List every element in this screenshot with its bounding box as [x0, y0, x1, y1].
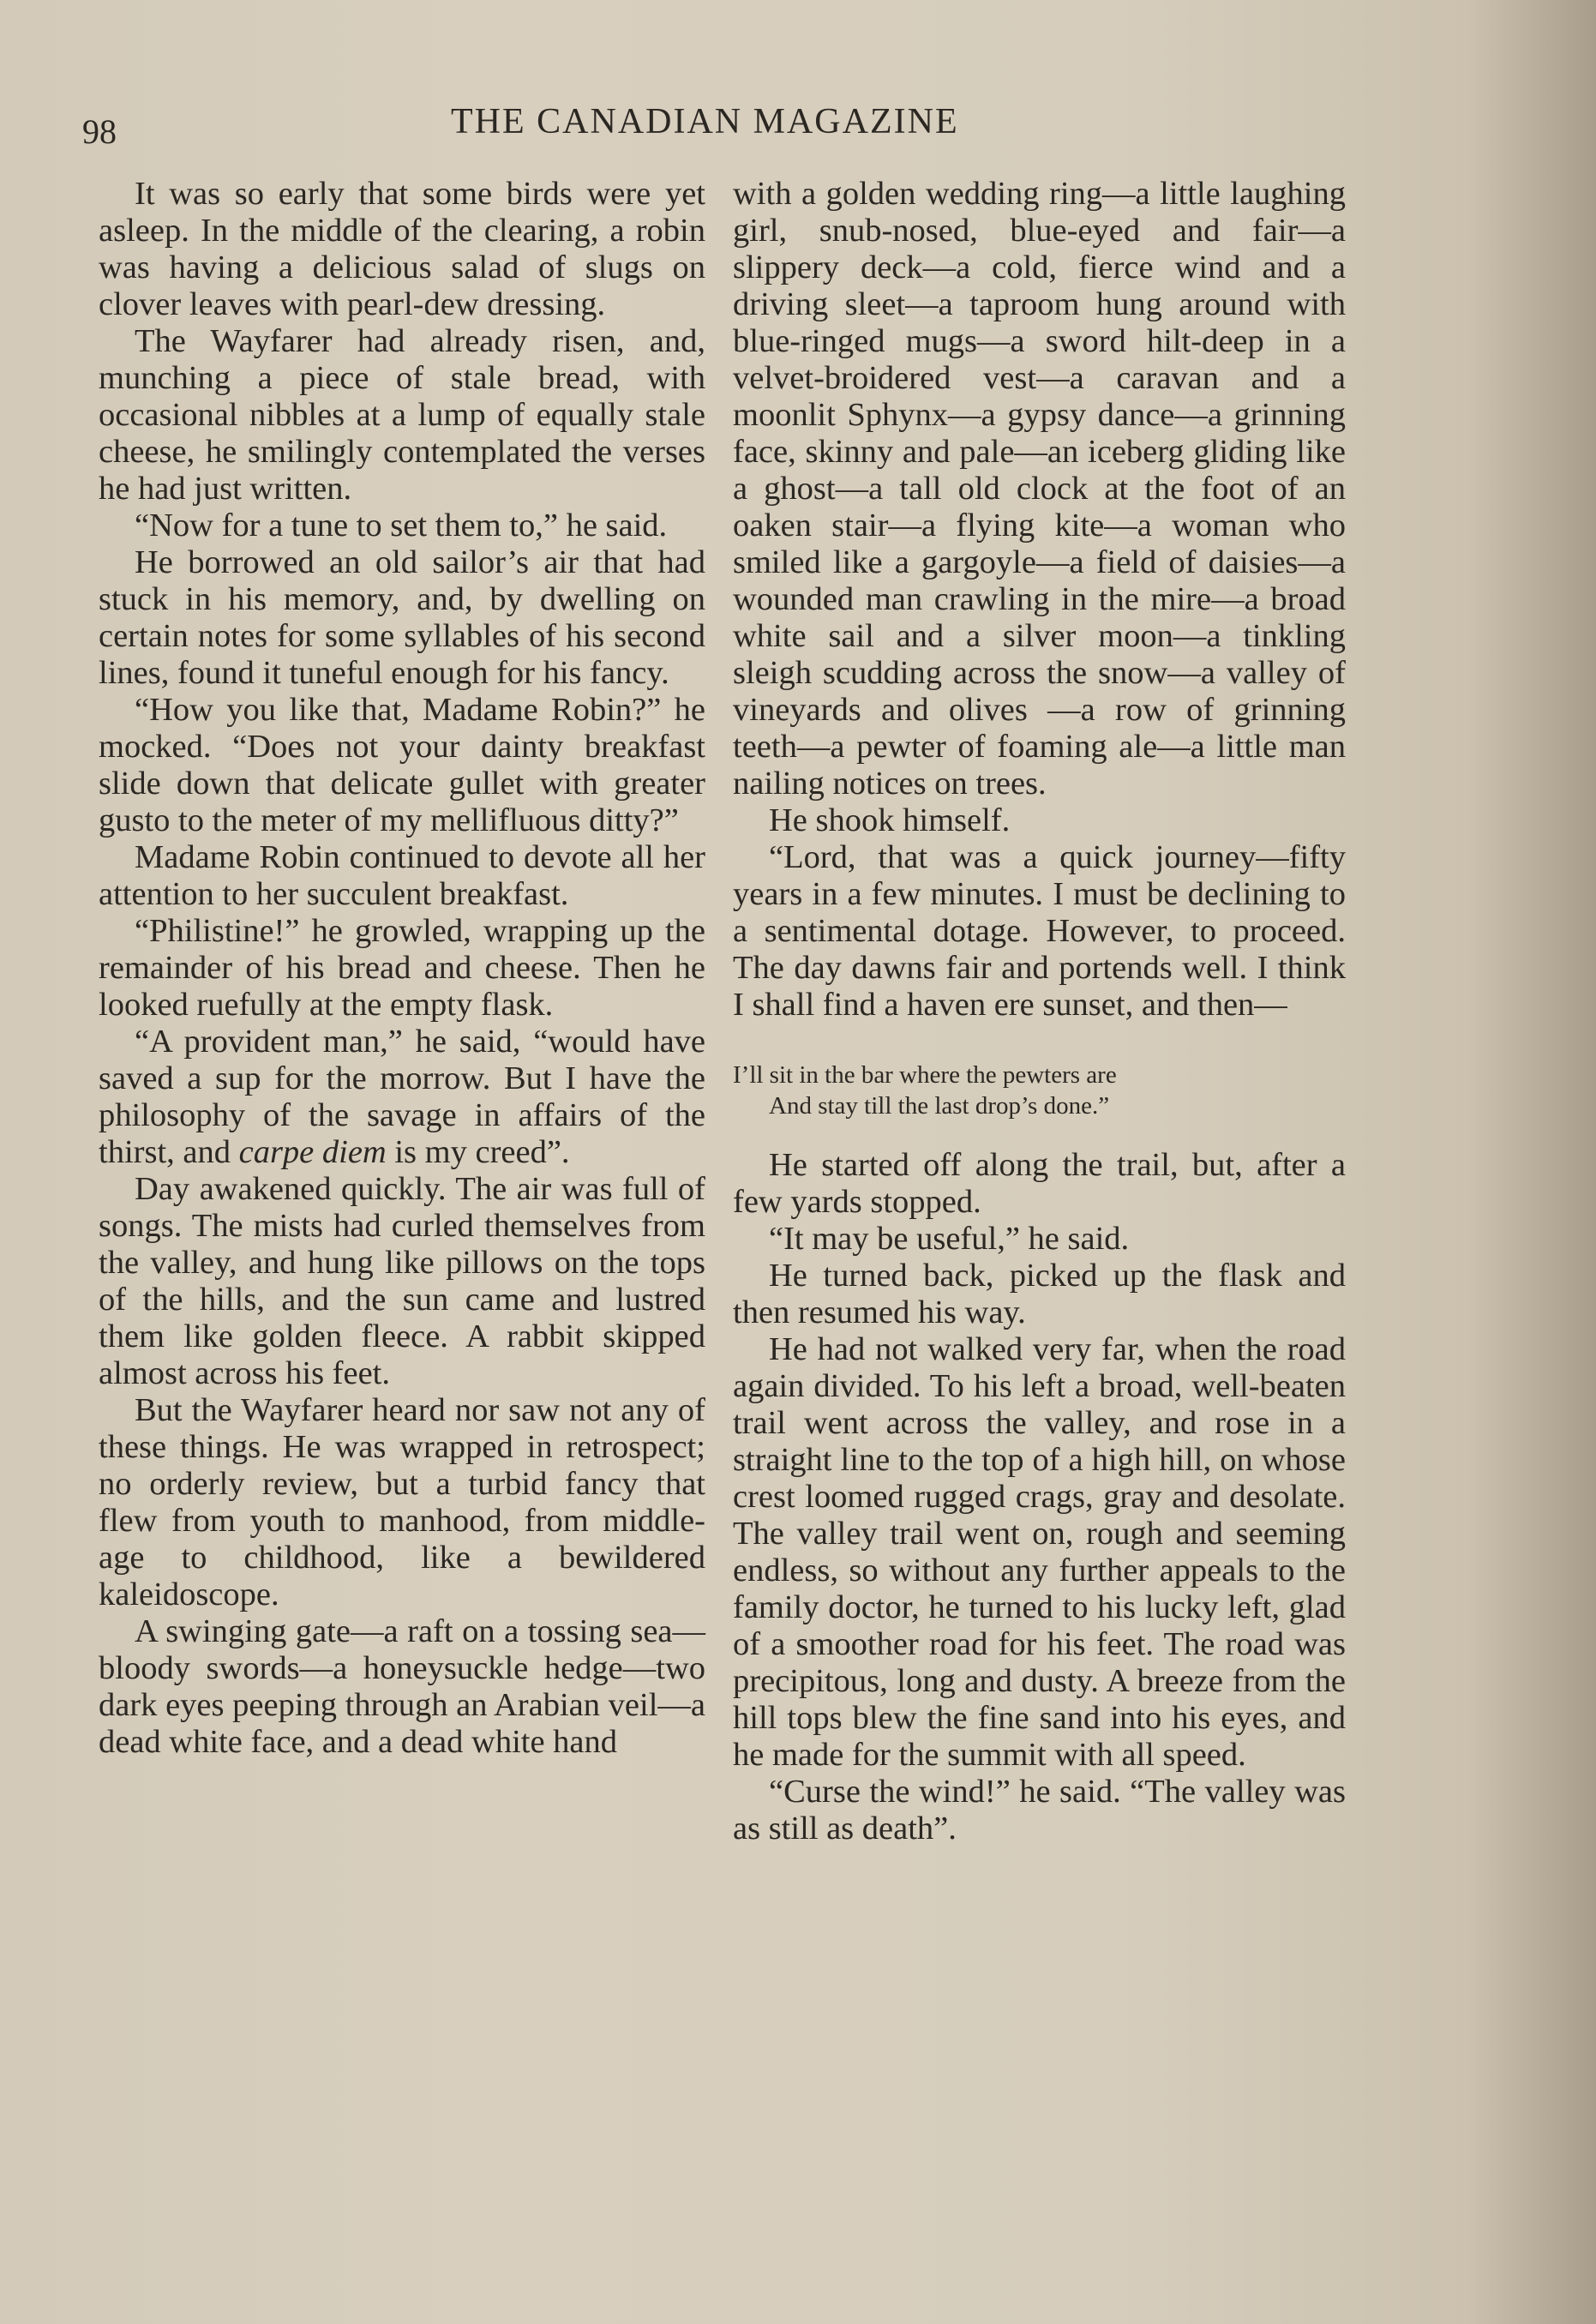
provident-text-after: is my creed”.: [386, 1134, 570, 1170]
page-number: 98: [82, 112, 117, 151]
paragraph: Madame Robin continued to devote all her attention to her succulent breakfast.: [99, 839, 705, 912]
paragraph: He had not walked very far, when the road again divided. To his left a broad, well-beaten trail went across the valley, and rose in a straight line to the top of a high hill, on whose crest loomed rugged crags, gray and desolate. The valley trail went on, rough and seeming endless, so without any further appeals to the family doctor, he turned to his lucky left, glad of a smoother road for his feet. The road was precipitous, long and dusty. A breeze from the hill tops blew the fine sand into his eyes, and he made for the summit with all speed.: [733, 1331, 1346, 1773]
right-column: [733, 176, 1346, 1847]
paragraph: He turned back, picked up the flask and then resumed his way.: [733, 1258, 1346, 1330]
running-title: THE CANADIAN MAGAZINE: [451, 102, 959, 141]
paragraph-continued: with a golden wedding ring—a little laughing girl, snub-nosed, blue-eyed and fair—a slippery deck—a cold, fierce wind and a driving sleet—a taproom hung around with blue-ringed mugs—a sword hilt-deep in a velvet-broidered vest—a caravan and a moonlit Sphynx—a gypsy dance—a grinning face, skinny and pale—an iceberg gliding like a ghost—a tall old clock at the foot of an oaken stair—a flying kite—a woman who smiled like a gargoyle—a field of daisies—a wounded man crawling in the mire—a broad white sail and a silver moon—a tinkling sleigh scudding across the snow—a valley of vineyards and olives —a row of grinning teeth—a pewter of foaming ale—a little man nailing notices on trees.: [733, 176, 1346, 802]
page-header: [82, 101, 1419, 153]
paragraph: He borrowed an old sailor’s air that had stuck in his memory, and, by dwelling on certain notes for some syllables of his second lines, found it tuneful enough for his fancy.: [99, 544, 705, 691]
provident-italic-phrase: carpe diem: [238, 1134, 387, 1170]
paragraph: “Now for a tune to set them to,” he said.: [135, 507, 668, 543]
paragraph: But the Wayfarer heard nor saw not any of these things. He was wrapped in retrospect; no orderly review, but a turbid fancy that flew from youth to manhood, from middle-age to childhood, like a bewildered kaleidoscope.: [99, 1392, 705, 1612]
verse-line: I’ll sit in the bar where the pewters are: [733, 1061, 1117, 1089]
paragraph: The Wayfarer had already risen, and, munching a piece of stale bread, with occasional nibbles at a lump of equally stale cheese, he smilingly contemplated the verses he had just written.: [99, 323, 705, 507]
paragraph: He started off along the trail, but, after a few yards stopped.: [733, 1147, 1346, 1220]
provident-text-before: “A provident man,” he said, “would have saved a sup for the morrow. But I have the philosophy of the savage in affairs of the thirst, and: [99, 1024, 705, 1170]
paragraph: He shook himself.: [769, 802, 1011, 838]
paragraph: “It may be useful,” he said.: [769, 1221, 1130, 1257]
verse-line: And stay till the last drop’s done.”: [769, 1092, 1110, 1120]
paragraph: A swinging gate—a raft on a tossing sea—bloody swords—a honeysuckle hedge—two dark eyes peeping through an Arabian veil—a dead white face, and a dead white hand: [99, 1613, 705, 1760]
paragraph: “How you like that, Madame Robin?” he mocked. “Does not your dainty breakfast slide down that delicate gullet with greater gusto to the meter of my mellifluous ditty?”: [99, 692, 705, 838]
paragraph: “Curse the wind!” he said. “The valley was as still as death”.: [733, 1774, 1346, 1847]
paragraph: “Lord, that was a quick journey—fifty years in a few minutes. I must be declining to a sentimental dotage. However, to proceed. The day dawns fair and portends well. I think I shall find a haven ere sunset, and then—: [733, 839, 1346, 1023]
paragraph: It was so early that some birds were yet asleep. In the middle of the clearing, a robin was having a delicious salad of slugs on clover leaves with pearl-dew dressing.: [99, 176, 705, 322]
paragraph: Day awakened quickly. The air was full of songs. The mists had curled themselves from the valley, and hung like pillows on the tops of the hills, and the sun came and lustred them like golden fleece. A rabbit skipped almost across his feet.: [99, 1171, 705, 1391]
left-column: [99, 176, 705, 1761]
paragraph: “Philistine!” he growled, wrapping up the remainder of his bread and cheese. Then he looked ruefully at the empty flask.: [99, 913, 705, 1023]
verse-quote: [733, 1060, 1346, 1121]
paragraph-provident: [99, 1024, 705, 1171]
